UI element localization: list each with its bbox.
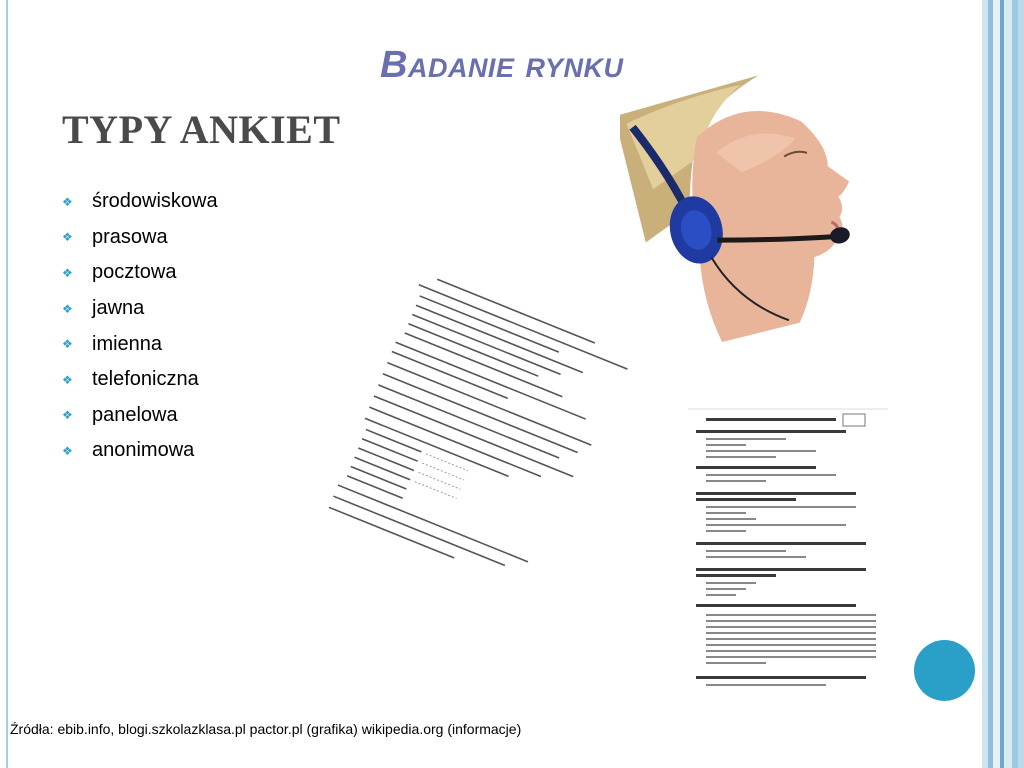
- list-item: [62, 184, 218, 220]
- list-item: [62, 433, 218, 469]
- list-item-label: imienna: [92, 332, 163, 355]
- list-item: [62, 255, 218, 291]
- diamond-bullet-icon: ❖: [62, 443, 73, 458]
- diamond-bullet-icon: ❖: [62, 408, 73, 423]
- list-item: [62, 326, 218, 362]
- list-item-label: anonimowa: [92, 439, 195, 462]
- list-item-label: panelowa: [92, 403, 178, 426]
- list-item-label: telefoniczna: [92, 368, 199, 391]
- questionnaire-print-image: [325, 268, 645, 588]
- accent-circle: [914, 640, 975, 701]
- list-item-label: prasowa: [92, 225, 168, 248]
- list-item: [62, 398, 218, 434]
- list-item: [62, 291, 218, 327]
- diamond-bullet-icon: ❖: [62, 372, 73, 387]
- slide-subtitle: TYPY ANKIET: [62, 107, 341, 152]
- diamond-bullet-icon: ❖: [62, 230, 73, 245]
- diamond-bullet-icon: ❖: [62, 265, 73, 280]
- diamond-bullet-icon: ❖: [62, 337, 73, 352]
- right-decorative-stripes: [982, 0, 1024, 768]
- list-item-label: jawna: [92, 297, 145, 320]
- diamond-bullet-icon: ❖: [62, 194, 73, 209]
- questionnaire-page-image: [688, 408, 888, 692]
- operator-headset-photo: [620, 55, 890, 355]
- list-item: [62, 220, 218, 256]
- list-item-label: pocztowa: [92, 261, 177, 284]
- left-border-line: [6, 0, 8, 768]
- slide-title: Badanie rynku: [380, 44, 624, 86]
- bullet-list: [62, 184, 218, 469]
- sources-footer: Źródła: ebib.info, blogi.szkolazklasa.pl pactor.pl (grafika) wikipedia.org (informacje): [10, 721, 522, 737]
- list-item: [62, 362, 218, 398]
- diamond-bullet-icon: ❖: [62, 301, 73, 316]
- list-item-label: środowiskowa: [92, 190, 218, 213]
